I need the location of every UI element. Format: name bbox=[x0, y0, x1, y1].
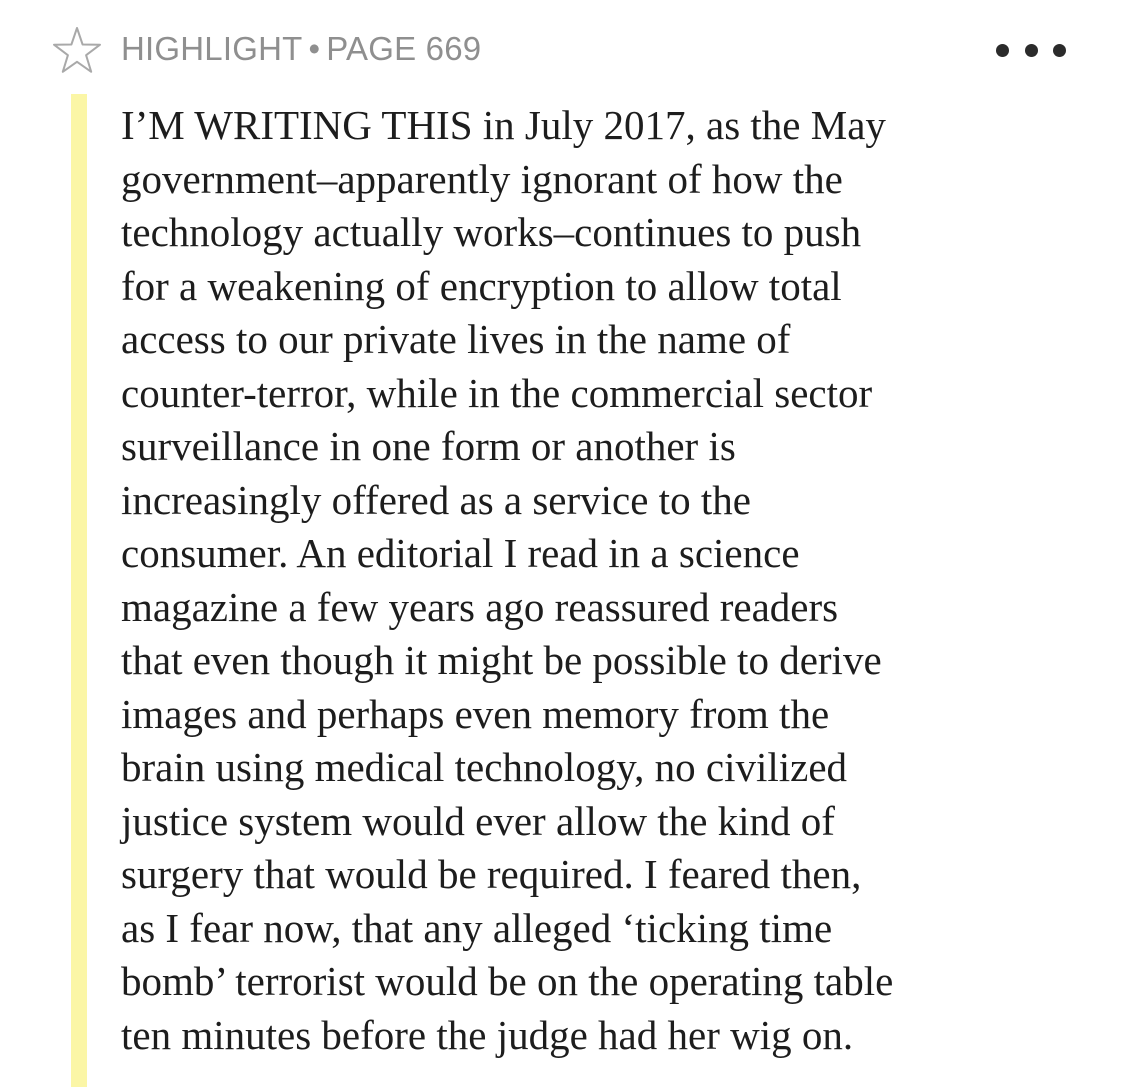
highlight-header bbox=[0, 0, 1125, 90]
highlight-meta bbox=[121, 28, 481, 70]
highlight-text-line: magazine a few years ago reassured readers bbox=[121, 583, 839, 630]
highlight-text-line: access to our private lives in the name of bbox=[121, 316, 791, 362]
highlight-text-line: increasingly offered as a service to the bbox=[121, 476, 751, 523]
highlight-text-line: consumer. An editorial I read in a science bbox=[121, 530, 800, 576]
highlight-text-line: for a weakening of encryption to allow total bbox=[121, 262, 842, 309]
highlight-text-line: ten minutes before the judge had her wig on. bbox=[121, 1011, 854, 1058]
highlight-text-line: government–apparently ignorant of how the bbox=[121, 155, 843, 202]
ellipsis-dot-icon bbox=[996, 44, 1009, 57]
highlight-text-line: as I fear now, that any alleged ‘ticking time bbox=[121, 904, 833, 951]
highlight-text-line: bomb’ terrorist would be on the operating table bbox=[121, 958, 894, 1004]
ellipsis-dot-icon bbox=[1025, 44, 1038, 57]
highlight-text-line: surveillance in one form or another is bbox=[121, 423, 736, 469]
highlight-type-label: HIGHLIGHT bbox=[121, 30, 303, 67]
highlight-text-line: images and perhaps even memory from the bbox=[121, 690, 830, 737]
highlight-text-line: brain using medical technology, no civilized bbox=[121, 744, 848, 790]
page-number-label: PAGE 669 bbox=[326, 30, 482, 67]
meta-separator: • bbox=[308, 30, 321, 67]
highlight-text-line: justice system would ever allow the kind of bbox=[121, 797, 835, 844]
highlight-text[interactable] bbox=[121, 99, 1111, 1062]
highlight-text-line: surgery that would be required. I feared then, bbox=[121, 851, 862, 897]
more-options-button[interactable] bbox=[996, 36, 1066, 64]
highlight-text-line: technology actually works–continues to push bbox=[121, 209, 862, 255]
highlight-text-line: that even though it might be possible to derive bbox=[121, 637, 882, 683]
star-icon[interactable] bbox=[52, 26, 102, 76]
highlight-text-line: counter-terror, while in the commercial sector bbox=[121, 369, 873, 416]
highlight-text-line: I’M WRITING THIS in July 2017, as the May bbox=[121, 102, 886, 148]
ellipsis-dot-icon bbox=[1053, 44, 1066, 57]
highlight-color-bar bbox=[71, 94, 87, 1087]
